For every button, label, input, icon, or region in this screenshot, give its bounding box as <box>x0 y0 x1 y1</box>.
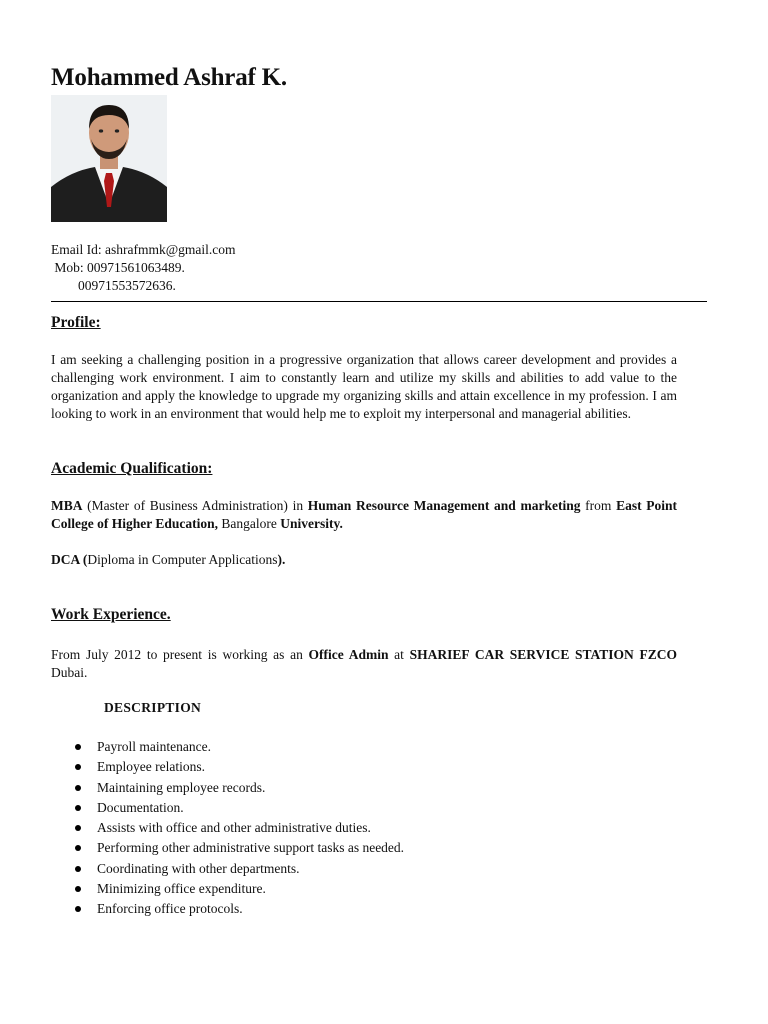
duty-text: Minimizing office expenditure. <box>97 881 266 897</box>
list-item <box>51 879 404 899</box>
description-label: DESCRIPTION <box>104 700 202 715</box>
bullet-icon <box>75 866 81 872</box>
work-company: SHARIEF CAR SERVICE STATION FZCO <box>409 647 678 662</box>
mba-from: from <box>580 498 617 513</box>
duty-text: Maintaining employee records. <box>97 779 266 795</box>
duty-text: Enforcing office protocols. <box>97 901 243 917</box>
dca-full: Diploma in Computer Applications <box>87 552 278 567</box>
list-item <box>51 757 404 777</box>
header-divider <box>51 301 707 302</box>
email-line: Email Id: ashrafmmk@gmail.com <box>51 242 236 257</box>
work-location: Dubai. <box>51 665 88 680</box>
duty-text: Assists with office and other administrative duties. <box>97 820 371 836</box>
academic-heading: Academic Qualification: <box>51 460 213 477</box>
duty-text: Performing other administrative support tasks as needed. <box>97 840 405 856</box>
list-item <box>51 899 404 919</box>
bullet-icon <box>75 785 81 791</box>
mba-degree: MBA <box>51 498 83 513</box>
candidate-name: Mohammed Ashraf K. <box>51 64 287 91</box>
list-item <box>51 838 404 858</box>
list-item <box>51 798 404 818</box>
bullet-icon <box>75 825 81 831</box>
contact-block <box>51 241 236 295</box>
list-item <box>51 778 404 798</box>
bullet-icon <box>75 764 81 770</box>
mba-qualification <box>51 497 677 533</box>
work-intro <box>51 646 677 682</box>
work-at: at <box>388 647 410 662</box>
mobile-line-2: 00971553572636. <box>51 278 176 293</box>
bullet-icon <box>75 744 81 750</box>
duty-text: Employee relations. <box>97 759 205 775</box>
work-role: Office Admin <box>308 647 389 662</box>
work-heading: Work Experience. <box>51 606 171 623</box>
duty-text: Coordinating with other departments. <box>97 860 300 876</box>
mba-university: University. <box>280 516 343 531</box>
list-item <box>51 859 404 879</box>
bullet-icon <box>75 805 81 811</box>
bullet-icon <box>75 845 81 851</box>
profile-photo-illustration <box>51 95 167 222</box>
dca-close: ). <box>277 552 286 567</box>
mba-college: East Point College of Higher Education, <box>51 498 677 531</box>
profile-text: I am seeking a challenging position in a progressive organization that allows career development and provides a challenging work environment. I aim to constantly learn and utilize my skills and abilities to add value to the organization and apply the knowledge to upgrade my organizing skills and attain excellence in my profession. I am looking to work in an environment that would help me to exploit my interpersonal and managerial abilities. <box>51 352 677 421</box>
dca-degree: DCA ( <box>51 552 88 567</box>
mba-field: Human Resource Management and marketing <box>307 498 581 513</box>
mba-city: Bangalore <box>218 516 281 531</box>
duties-list <box>51 737 404 920</box>
bullet-icon <box>75 886 81 892</box>
duty-text: Documentation. <box>97 799 184 815</box>
list-item <box>51 818 404 838</box>
bullet-icon <box>75 906 81 912</box>
mba-full: (Master of Business Administration) in <box>82 498 308 513</box>
profile-heading: Profile: <box>51 314 101 331</box>
mobile-line-1: Mob: 00971561063489. <box>51 260 185 275</box>
duty-text: Payroll maintenance. <box>97 739 211 754</box>
profile-photo <box>51 95 167 222</box>
list-item <box>51 737 404 757</box>
dca-qualification <box>51 551 677 569</box>
work-intro-text: From July 2012 to present is working as an <box>51 647 309 662</box>
